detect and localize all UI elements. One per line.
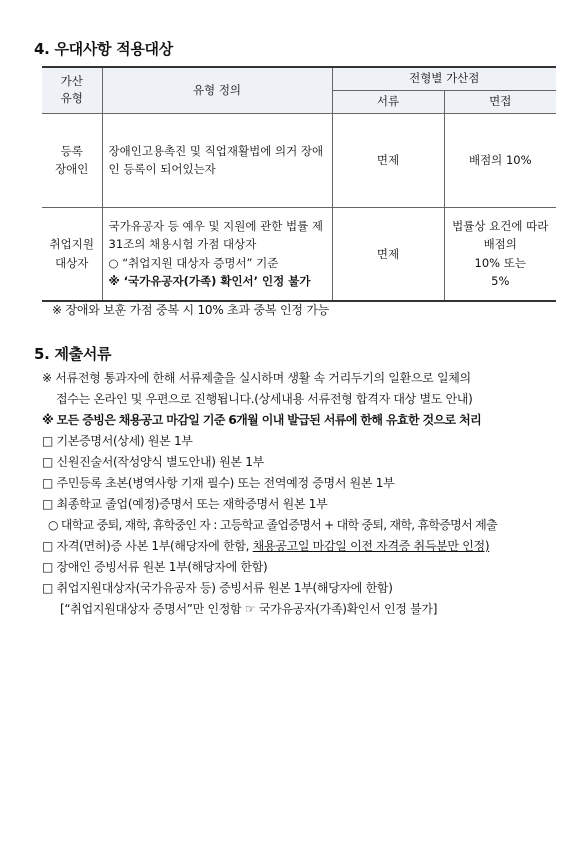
row-docs: 면제 [332, 207, 444, 301]
row-category: 등록 장애인 [42, 113, 102, 207]
list-item: □ 취업지원대상자(국가유공자 등) 증빙서류 원본 1부(해당자에 한함) [42, 581, 393, 595]
list-item [42, 536, 562, 557]
table-row [42, 113, 556, 207]
row-definition [102, 207, 332, 301]
preference-table [42, 66, 556, 302]
list-item: □ 주민등록 초본(병역사항 기재 필수) 또는 전역예정 증명서 원본 1부 [42, 476, 395, 490]
list-item: □ 신원진술서(작성양식 별도안내) 원본 1부 [42, 455, 264, 469]
header-category: 가산 유형 [42, 67, 102, 113]
row-interview: 배점의 10% [444, 113, 556, 207]
list-item: [“취업지원대상자 증명서”만 인정함 ☞ 국가유공자(가족)확인서 인정 불가] [60, 602, 438, 616]
section-4-title: 4. 우대사항 적용대상 [34, 40, 173, 58]
list-item: 접수는 온라인 및 우편으로 진행됩니다.(상세내용 서류전형 합격자 대상 별도 안내) [56, 392, 473, 406]
table-row [42, 207, 556, 301]
row-definition: 장애인고용촉진 및 직업재활법에 의거 장애인 등록이 되어있는자 [102, 113, 332, 207]
header-docs: 서류 [332, 90, 444, 113]
list-item: □ 장애인 증빙서류 원본 1부(해당자에 한함) [42, 560, 268, 574]
section-5-title: 5. 제출서류 [34, 345, 112, 363]
list-item: ※ 서류전형 통과자에 한해 서류제출을 실시하며 생활 속 거리두기의 일환으로 일체의 [42, 371, 471, 385]
list-item: □ 기본증명서(상세) 원본 1부 [42, 434, 193, 448]
row-interview: 법률상 요건에 따라 배점의 10% 또는 5% [444, 207, 556, 301]
list-item: ○ 대학교 중퇴, 재학, 휴학중인 자 : 고등학교 졸업증명서 + 대학 중퇴, 재학, 휴학증명서 제출 [48, 518, 497, 532]
row-docs: 면제 [332, 113, 444, 207]
header-points: 전형별 가산점 [332, 67, 556, 90]
license-text: □ 자격(면허)증 사본 1부(해당자에 한함, [42, 539, 253, 553]
row-category: 취업지원 대상자 [42, 207, 102, 301]
document-list [42, 368, 562, 620]
definition-line: 국가유공자 등 예우 및 지원에 관한 법률 제31조의 채용시험 가점 대상자 [108, 218, 323, 252]
list-item: ※ 모든 증빙은 채용공고 마감일 기준 6개월 이내 발급된 서류에 한해 유효한 것으로 처리 [42, 413, 482, 427]
list-item: □ 최종학교 졸업(예정)증명서 또는 재학증명서 원본 1부 [42, 497, 328, 511]
definition-line: ※ ‘국가유공자(가족) 확인서’ 인정 불가 [108, 274, 311, 289]
header-definition: 유형 정의 [102, 67, 332, 113]
header-interview: 면접 [444, 90, 556, 113]
license-condition: 채용공고일 마감일 이전 자격증 취득분만 인정) [252, 539, 490, 553]
table-note: ※ 장애와 보훈 가점 중복 시 10% 초과 중복 인정 가능 [52, 303, 330, 317]
definition-line: ○ “취업지원 대상자 증명서” 기준 [108, 255, 279, 270]
